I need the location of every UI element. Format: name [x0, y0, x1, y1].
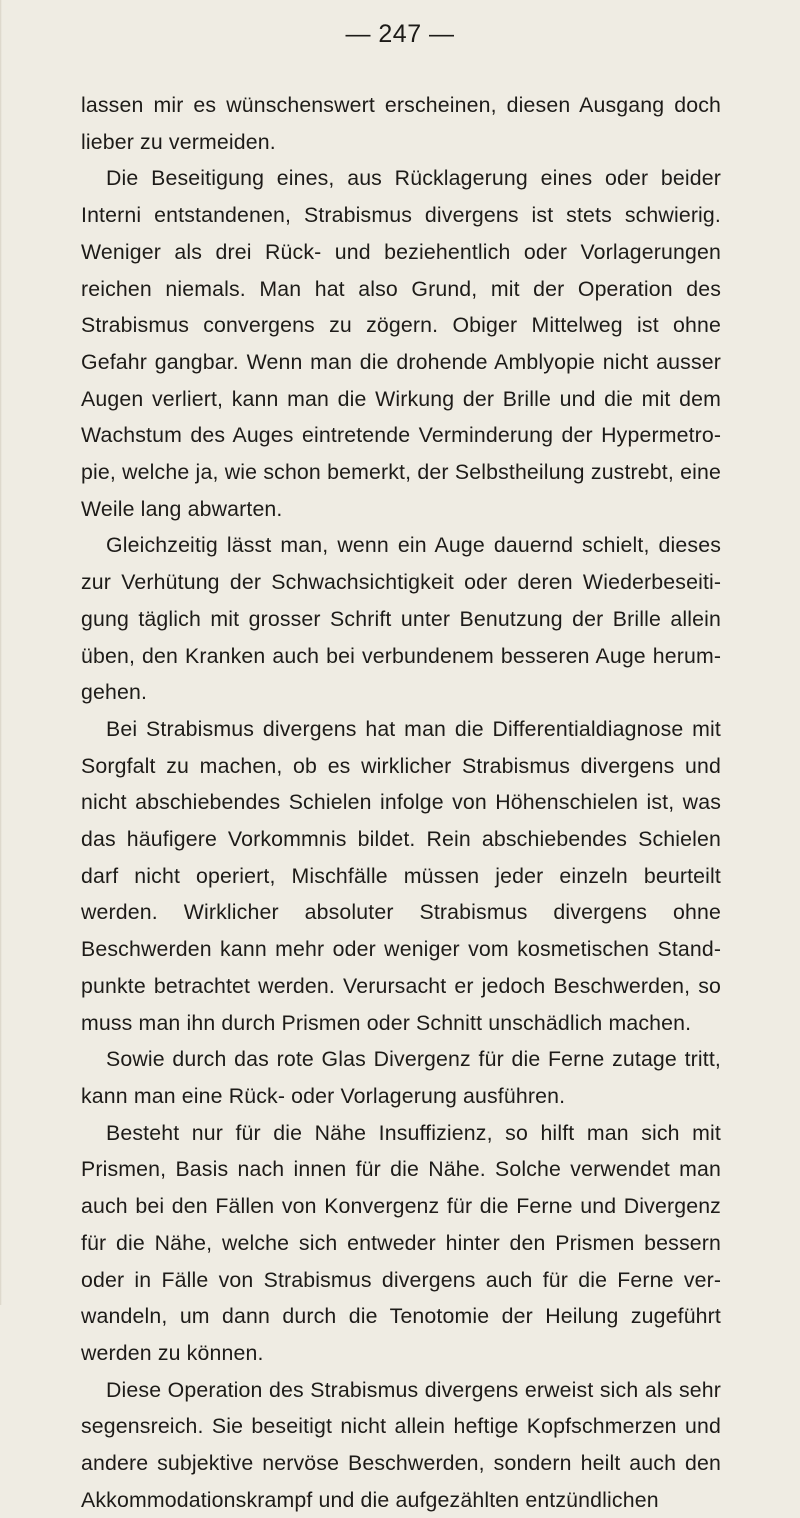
paragraph-6: Besteht nur für die Nähe Insuffizienz, so hilft man sich mit Prismen, Basis nach innen für die Nähe. Solche verwendet man auch bei den Fällen von Konvergenz für die Ferne und Divergenz für die Nähe, welche sich entweder hinter den Prismen bessern oder in Fälle von Strabismus divergens auch für die Ferne verwandeln, um dann durch die Tenotomie der Heilung zugeführt werden zu können. — [81, 1120, 721, 1365]
page-edge-shadow — [0, 0, 2, 1305]
paragraph-2: Die Beseitigung eines, aus Rücklagerung eines oder beider Interni entstandenen, Strabismus divergens ist stets schwierig. Weniger als drei Rück- und beziehentlich oder Vorlagerungen reichen niemals. Man hat also Grund, mit der Operation des Strabismus convergens zu zögern. Obiger Mittelweg ist ohne Gefahr gangbar. Wenn man die drohende Amblyopie nicht ausser Augen verliert, kann man die Wirkung der Brille und die mit dem Wachstum des Auges eintretende Verminderung der Hypermetropie, welche ja, wie schon bemerkt, der Selbstheilung zustrebt, eine Weile lang abwarten. — [81, 166, 721, 521]
paragraph-3: Gleichzeitig lässt man, wenn ein Auge dauernd schielt, dieses zur Verhütung der Schwachsichtigkeit oder deren Wiederbeseitigung täglich mit grosser Schrift unter Benutzung der Brille allein üben, den Kranken auch bei verbundenem besseren Auge herumgehen. — [81, 533, 721, 705]
paragraph-5: Sowie durch das rote Glas Divergenz für die Ferne zutage tritt, kann man eine Rück- oder Vorlagerung ausführen. — [81, 1047, 721, 1108]
paragraph-7: Diese Operation des Strabismus divergens erweist sich als sehr segensreich. Sie beseitigt nicht allein heftige Kopfschmerzen und andere subjektive nervöse Beschwerden, sondern heilt auch den Akkommodationskrampf und die aufgezählten entzündlichen — [81, 1377, 721, 1512]
paragraph-4: Bei Strabismus divergens hat man die Differentialdiagnose mit Sorgfalt zu machen, ob es wirklicher Strabismus divergens und nicht abschiebendes Schielen infolge von Höhenschielen ist, was das häufigere Vorkommnis bildet. Rein abschiebendes Schielen darf nicht operiert, Mischfälle müssen jeder einzeln beurteilt werden. Wirklicher absoluter Strabismus divergens ohne Beschwerden kann mehr oder weniger vom kosmetischen Standpunkte betrachtet werden. Verursacht er jedoch Beschwerden, so muss man ihn durch Prismen oder Schnitt unschädlich machen. — [81, 716, 721, 1035]
paragraph-1: lassen mir es wünschenswert erscheinen, diesen Ausgang doch lieber zu vermeiden. — [81, 93, 721, 154]
page-number: — 247 — — [345, 20, 455, 48]
body-text — [81, 87, 721, 1518]
